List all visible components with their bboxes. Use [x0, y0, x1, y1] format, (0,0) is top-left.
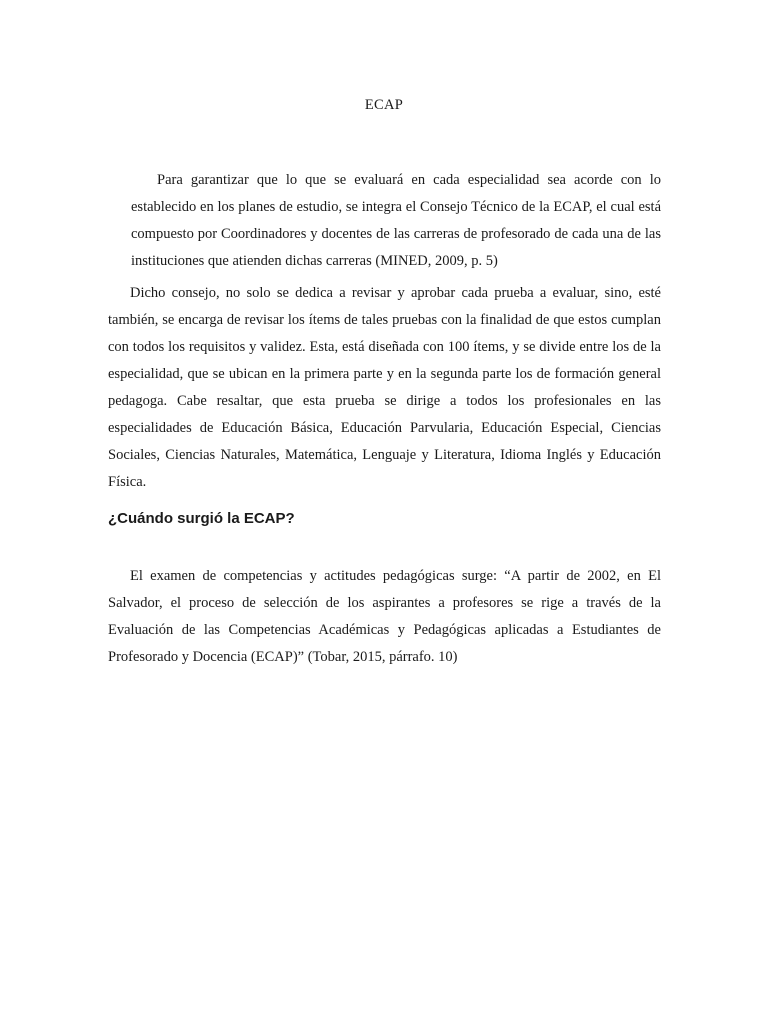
block-quote: Para garantizar que lo que se evaluará en cada especialidad sea acorde con lo establecido en los planes de estudio, se integra el Consejo Técnico de la ECAP, el cual está compuesto por Coordinadores y docentes de las carreras de profesorado de cada una de las instituciones que atienden dichas carreras (MINED, 2009, p. 5) [131, 172, 661, 269]
body-paragraph-1: Dicho consejo, no solo se dedica a revisar y aprobar cada prueba a evaluar, sino, esté también, se encarga de revisar los ítems de tales pruebas con la finalidad de que estos cumplan con todos los requisitos y validez. Esta, está diseñada con 100 ítems, y se divide entre los de la especialidad, que se ubican en la primera parte y en la segunda parte los de formación general pedagoga. Cabe resaltar, que esta prueba se dirige a todos los profesionales en las especialidades de Educación Básica, Educación Parvularia, Educación Especial, Ciencias Sociales, Ciencias Naturales, Matemática, Lenguaje y Literatura, Idioma Inglés y Educación Física. [108, 285, 661, 490]
section-heading: ¿Cuándo surgió la ECAP? [108, 510, 295, 527]
body-paragraph-2: El examen de competencias y actitudes pedagógicas surge: “A partir de 2002, en El Salvador, el proceso de selección de los aspirantes a profesores se rige a través de la Evaluación de las Competencias Académicas y Pedagógicas aplicadas a Estudiantes de Profesorado y Docencia (ECAP)” (Tobar, 2015, párrafo. 10) [108, 568, 661, 665]
document-title: ECAP [364, 97, 404, 113]
